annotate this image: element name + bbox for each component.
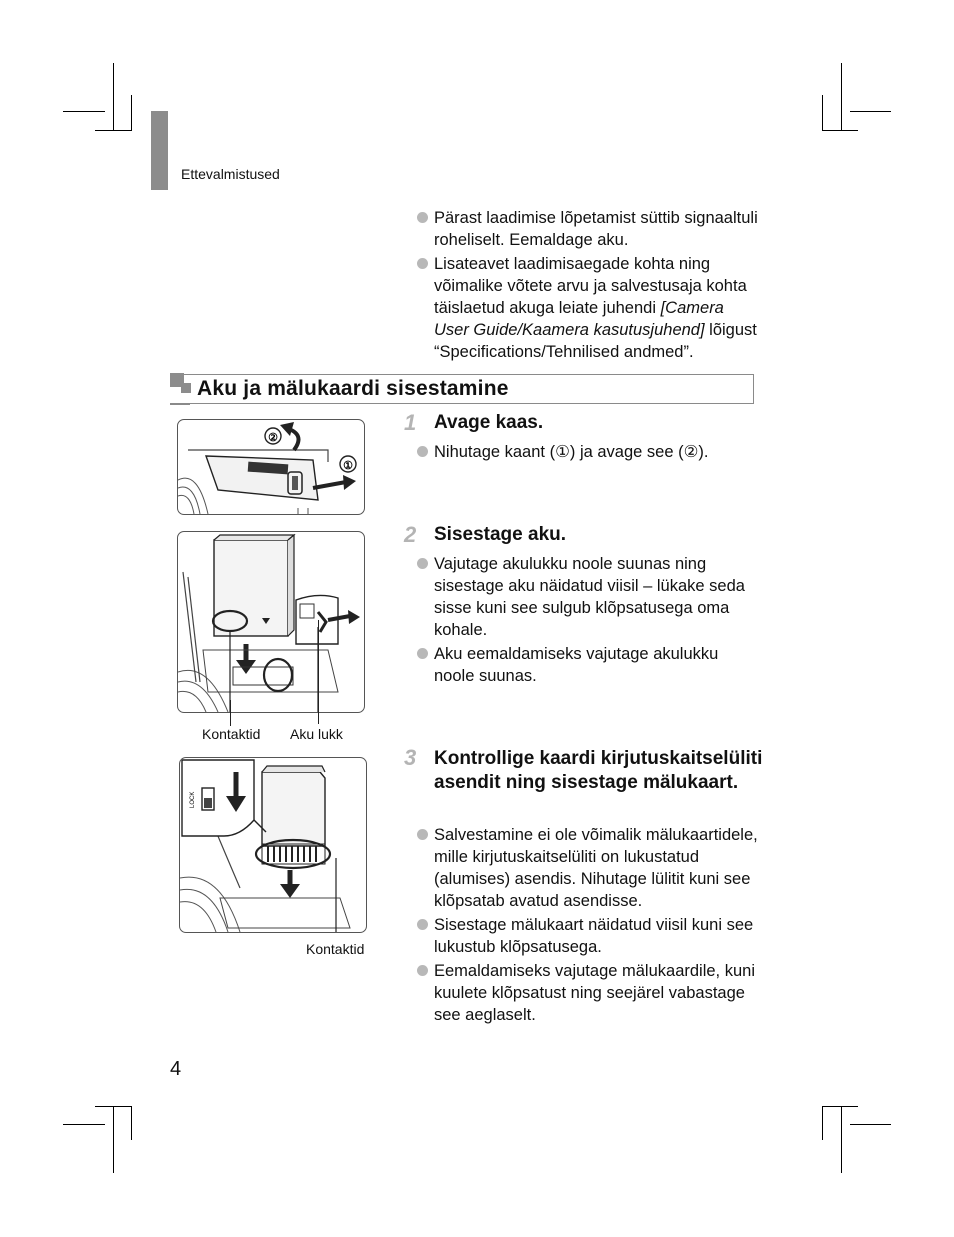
list-item: Pärast laadimise lõpetamist süttib signaaltuli roheliselt. Eemaldage aku. — [417, 207, 762, 251]
step-2-number: 2 — [404, 522, 417, 547]
lock-label: LOCK — [190, 791, 196, 808]
list-item: Vajutage akulukku noole suunas ning sisestage aku näidatud viisil – lükake seda sisse kuni see sulgub klõpsatusega oma kohale. — [417, 553, 762, 641]
caption-card-contacts: Kontaktid — [306, 941, 365, 957]
figure-label-1: ① — [343, 460, 353, 472]
section-heading-bar — [172, 374, 754, 404]
memory-card-illustration — [179, 757, 367, 933]
caption-battery-lock: Aku lukk — [290, 726, 343, 742]
list-item: Nihutage kaant (①) ja avage see (②). — [417, 441, 762, 463]
list-item: Salvestamine ei ole võimalik mälukaartidele, mille kirjutuskaitselüliti on lukustatud (alumises) asendis. Nihutage lülitit kuni see klõpsatab avatud asendisse. — [417, 824, 762, 912]
caption-contacts: Kontaktid — [202, 726, 261, 742]
intro-bullet-list — [417, 207, 762, 365]
list-item: Eemaldamiseks vajutage mälukaardile, kuni kuulete klõpsatust ning seejärel vabastage see aeglaselt. — [417, 960, 762, 1026]
page-number: 4 — [170, 1058, 182, 1080]
list-item: Lisateavet laadimisaegade kohta ning võimalike võtete arvu ja salvestusaja kohta täislaetud akuga leiate juhendi [Camera User Guide/Kaamera kasutusjuhend] lõigust “Specifications/Tehnilised andmed”. — [417, 253, 762, 363]
step-2-bullets — [417, 553, 762, 689]
section-label: Ettevalmistused — [181, 166, 280, 182]
step-1-title: Avage kaas. — [434, 412, 544, 433]
section-title: Aku ja mälukaardi sisestamine — [197, 377, 509, 400]
battery-insert-illustration — [177, 531, 365, 713]
step-3-number: 3 — [404, 745, 417, 770]
list-item: Sisestage mälukaart näidatud viisil kuni see lukustub klõpsatusega. — [417, 914, 762, 958]
battery-cover-illustration — [177, 419, 365, 515]
step-3-bullets — [417, 824, 762, 1028]
step-3-title: Kontrollige kaardi kirjutuskaitselüliti asendit ning sisestage mälukaart. — [434, 748, 763, 793]
section-tab-marker — [151, 111, 168, 190]
list-item: Aku eemaldamiseks vajutage akulukku noole suunas. — [417, 643, 762, 687]
step-2-title: Sisestage aku. — [434, 524, 567, 545]
figure-label-2: ② — [268, 432, 278, 444]
step-1-number: 1 — [404, 410, 417, 435]
step-1-bullets — [417, 441, 762, 465]
